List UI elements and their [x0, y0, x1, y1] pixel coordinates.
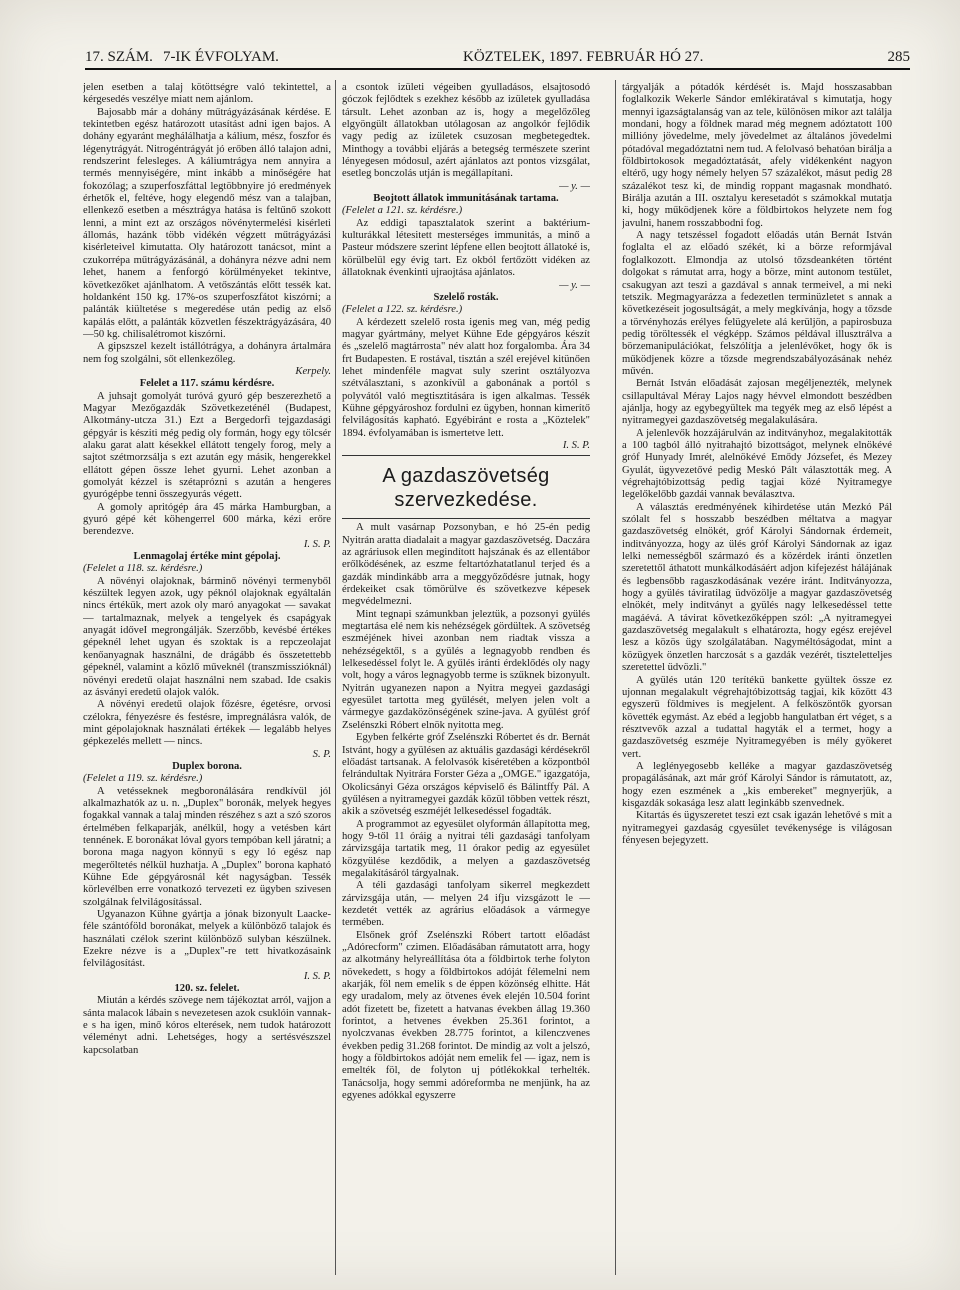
paragraph: A nagy tetszéssel fogadott előadás után Bernát István foglalta el az előadó székét, ki a börze reformjával foglalkozott. Elmondja az utolsó tőzsdeankéten történt dolgokat s rámutat arra, hogy a börze, mint autonom testület, csakugyan azt teszi a gazdával s annak termeivel, a mi neki tetszik. Megmagyarázza a fedezetlen terminüzletet s annak a következéseit jogosultságát, a mely megkívánja, hogy a tőzsde a törvényhozás erélyes felügyelete alá kerüljön, a papirosbuza pedig töröltessék el végképp. Számos példával illusztrálva a börzemanipulációkat, felszólítja a jelenlévőket, hogy ők is működjenek közre a tőzsde megrendszabályozásának nehéz művén.: [622, 230, 892, 377]
paragraph: Bernát István előadását zajosan megéljenezték, melynek csillapultával Méray Lajos nagy hévvel elmondott beszédben ajánlja, hogy az egybegyültek ma tegyék meg az első lépést a nyitramegyei gazdaszövetség megalakulására.: [622, 378, 892, 427]
signature: S. P.: [312, 748, 331, 760]
paragraph: Ugyanazon Kühne gyártja a jónak bizonyult Laacke-féle szántóföld boronákat, melyek a különböző talajok és használati czélok szerint különböző sulyban készülnek. Ezekre nézve is a „Duplex"-re tett hivatkozásaink felvilágosítást.: [83, 909, 331, 970]
answer-heading: Beojtott állatok immunitásának tartama.: [373, 193, 559, 205]
paragraph: A mult vasárnap Pozsonyban, e hó 25-én pedig Nyitrán aratta diadalait a magyar gazdaszövetség. Daczára az agráriusok ellen megindított hajszának és az ellentábor erőlködésének, az eszme feltartózhatatlanul terjed és a gazdák mindinkább arra a meggyőződésre jutnak, hogy érdekeiket csak tömörülve és szövetkezve képesek megvédelmezni.: [342, 522, 590, 608]
signature: — y. —: [559, 180, 590, 192]
paragraph: Bajosabb már a dohány műtrágyázásának kérdése. E tekintetben egész határozott utasítást adni igen bajos. A dohány egyaránt meghálálhatja a kálium, mész, foszfor és légenytrágyát. Nitrogéntrágyát jó erőben álló talajon adni, rendszerint felesleges. A káliumtrágya nem annyira a termés mennyiségére, mint inkább a minőségére hat fokozólag; a szuperfoszfáttal legtöbbnyire jó eredmények érhetők el, feltéve, hogy elegendő mész van a talajban, ellenkező esetben a mésztrágya hatása is feltűnő szokott lenni, a mint ezt az országos növénytermelési kisérleti állomás, hazánk több vidékén végzett műtrágyázási kisérleteivel kimutatta. Oly határozott tanácsot, mint a czukorrépa műtrágyázásánál, a dohányra nézve adni nem lehet, hanem a fenforgó körülményeket tekintve, következőket ajánlhatom. A vetőszántás előtt tessék kat. holdanként 150 kg. 17%-os szuperfoszfátot kiszórni; a palánták kiültetése s megeredése után pedig az első kapálás előtt, a palánták közvetlen fészektrágyázására, 40—50 kg. chilisalétromot kiszórni.: [83, 106, 331, 340]
page-number: 285: [887, 49, 910, 65]
signature: I. S. P.: [303, 538, 331, 550]
paragraph: A gipszszel kezelt istállótrágya, a dohányra ártalmára nem fog szolgálni, sőt ellenkezőleg.: [83, 341, 331, 365]
answer-heading: Duplex borona.: [172, 760, 242, 772]
paragraph: A vetésseknek megboronálására rendkívül jól alkalmazhatók az u. n. „Duplex" boronák, melyek hegyes fogakkal vannak a talaj minden részéhez s azt a szó szoros értelmében felkaparják, anélkül, hogy a vetésben kárt tennének. E boronákat lóval gyors tempóban kell járatni; a borona maga nagyon könnyű s egy ló egész nap megerőltetés nélkül huzhatja. A „Duplex" borona kapható Kühne Ede gépgyárosnál két nagyságban. Tessék körlevélben erre vonatkozó tervezeti ez ügyben szivesen szolgálnak felvilágosítással.: [83, 785, 331, 908]
paragraph: A növényi olajoknak, bárminő növényi termenyből készültek legyen azok, ugy péknól olajoknak egyáltalán nincs értékük, mert azok oly maró anyagokat — savakat — tartalmaznak, melyek a tengelyek és csapágyak anyagát időveI megrongálják. Szerzőbb, kevésbé értékes gépeknél lehet ugyan és szoktak is a repczeolajat kenőanyagnak használni, de drágább és összetettebb gépeknél, valamint a közlő műveknél (transzmisszióknál) növényi eredetű olajat használni nem szabad. Ide csakis az ásványi eredetű olajok valók.: [83, 575, 331, 698]
paragraph: Az eddigi tapasztalatok szerint a baktérium-kulturákkal létesitett mesterséges immunitás, a minő a Pasteur módszere szerint lépfene ellen beojtott állatoké is, körülbelül egy évig tart. Ez okból fertőzött vidéken az állatoknak évenkinti ujraojtása ajánlatos.: [342, 217, 590, 279]
paragraph: Kitartás és ügyszeretet teszi ezt csak igazán lehetővé s mit a nyitramegyei gazdaság cgyesület tevékenysége is világosan fényesen bejegyzett.: [622, 810, 892, 846]
column-divider-1: [335, 80, 336, 1275]
signature: — y. —: [559, 279, 590, 291]
signature: I. S. P.: [303, 970, 331, 982]
answer-reference: (Felelet a 118. sz. kérdésre.): [83, 563, 203, 575]
volume: 7-IK ÉVFOLYAM.: [162, 49, 279, 65]
paragraph: A jelenlevők hozzájárulván az inditványhoz, megalakitották a 100 tagból álló nyitrahajtó bizottságot, melynek elnökévé gróf Hunyady Imrét, alelnökévé Emődy Józsefet, és Mezey Gyulát, ügyvezetővé pedig Meskó Pált választották meg. A végrehajtóbizottság pedig tagjai közé Nyitramegye legelőkelőbb gazdái vannak beválasztva.: [622, 427, 892, 501]
signature: I. S. P.: [562, 439, 590, 451]
answer-reference: (Felelet a 119. sz. kérdésre.): [83, 773, 203, 785]
paragraph: a csontok izületi végeiben gyulladásos, elsajtosodó góczok fejlődtek s ezekhez később az izületek gyulladása társult. Lehet azonban az is, hogy a megelőzőleg elgyöngült állatokban utólagosan az angolkór fejlődik vagy pedig az izületek csuzosan megbetegedtek. Minthogy a további eljárás a betegség természete szerint lényegesen módosul, azért ajánlatos azt pontos vizsgálat, esetleg bonczolás utján is megállapítani.: [342, 82, 590, 180]
paragraph: A programmot az egyesület olyformán állapította meg, hogy 9-től 11 óráig a nyitrai téli gazdasági tanfolyam zárvizsgája tartatik meg, 11 órakor pedig az egyesület közgyülése kezdődik, a melyen a gazdaszövetség megalakításáról tárgyalnak.: [342, 818, 590, 879]
header-rule: [85, 68, 910, 70]
paragraph: A gomoly apritógép ára 45 márka Hamburgban, a gyuró gépé két köhengerrel 600 márka, kézi erőre berendezve.: [83, 501, 331, 538]
section-rule: [342, 518, 590, 519]
column-2: [342, 82, 590, 1272]
paragraph: A választás eredményének kihirdetése után Mezkó Pál szólalt fel s hosszabb beszédben méltatva a magyar gazdaszövetség elnökét, gróf Károlyi Sándornak érdemeit, inditványozza, hogy az ülés gróf Károlyi Sándornak az igaz lelki nemességből származó és a közérdek iránti önzetlen szeretettől áthatott munkálkodásáért adjon kifejezést hálájának és legbensőbb ragaszkodásának vezére iránt. Inditványozza, hogy a gyülés táviratilag üdvözölje a magyar gazdaszövetség elnökét, mely inditványt a gyülés nagy lelkesedéssel tette magáévá. A távirat következőképpen szól: „A nyitramegyei gazdaszövetség megalakult s elhatározta, hogy egész erejével lesz a közös ügy szolgálatában. Nagyméltóságodat, mint a közügyek önzetlen harczosát s a gazdák vezérét, tiszteletteljes szeretettel üdvözli.": [622, 501, 892, 674]
paragraph: A leglényegosebb kelléke a magyar gazdaszövetség propagálásának, azt már gróf Károlyi Sándor is rámutatott, az, hogy ezen eszmének a „kis embereket" megnyerjük, a kisgazdák sokasága lesz alatt leginkább szenvednek.: [622, 760, 892, 809]
answer-heading: Szelelő rosták.: [433, 291, 499, 303]
page-header: [85, 42, 910, 66]
paragraph: A növényi eredetű olajok főzésre, égetésre, orvosi czélokra, fényezésre és festésre, impregnálásra valók, de mint gépolajoknak használati értékek — legalább helyes gépkezelés mellett — nincs.: [83, 699, 331, 748]
answer-reference: (Felelet a 122. sz. kérdésre.): [342, 304, 463, 316]
paragraph: Mint tegnapi számunkban jeleztük, a pozsonyi gyülés megtartása elé nem kis nehézségek gördültek. A szövetség eszméjének hivei azonban nem riadtak vissza a nehézségektől, s a gyülés a legnagyobb rendben és lelkesedéssel folyt le. A gyűlés iránti érdeklődés oly nagy volt, hogy a város legnagyobb terme is szűknek bizonyult. Nyitrán ugyanezen napon a Nyitra megyei gazdasági egyesület tartotta meg gyűlését, melyen jelen volt a vármegye gazdaközönségének szine-java. A gyűlést gróf Zselénszki Róbert elnök nyitotta meg.: [342, 608, 590, 731]
paragraph: Miután a kérdés szövege nem tájékoztat arról, vajjon a sánta malacok lábain s nevezetesen azok csuklóin vannak-e s ha igen, minő kóros elterések, nem tudok határozott véleményt adni. Lehetséges, hogy a sertésvészszel kapcsolatban: [83, 995, 331, 1056]
answer-heading: Felelet a 117. számu kérdésre.: [139, 378, 275, 390]
paragraph: A juhsajt gomolyát turóvá gyuró gép beszerezhető a Magyar Mezőgazdák Szövetkezeténél (Budapest, Alkotmány-utcza 31.) Ezt a Bergedorfi tejgazdasági gépgyár is késziti még pedig oly formán, hogy egy tölcsér alaku garat alatt késekkel ellátott tengely forog, mely a sajtot szétmorzsálja s ezt azután egy másik, hengerekkel ellátott gépen össze lehet gyurni. Lehet azonban a gomolyát kézzel is szétaprózni s azután a hengeres gyurógépbe tenni összegyurás végett.: [83, 390, 331, 501]
column-divider-2: [615, 80, 616, 1275]
answer-heading: 120. sz. felelet.: [174, 983, 240, 995]
answer-reference: (Felelet a 121. sz. kérdésre.): [342, 205, 463, 217]
section-rule: [342, 455, 590, 456]
paragraph: A téli gazdasági tanfolyam sikerrel megkezdett zárvizsgája után, — melyen 24 ifju vizsgázott le — kezdetét vették az agrárius előadások a vármegye termében.: [342, 880, 590, 929]
paragraph: tárgyalják a pótadók kérdését is. Majd hosszasabban foglalkozik Wekerle Sándor emlékiratával s kimutatja, hogy mennyi igazságtalanság van az tele, különösen mikor azt találja mondani, hogy a földnek marad még megnem adóztatott 100 millióny jövedelme, mely jövedelmet az általános jövedelmi pótadóval megadóztatni nem tud. A felolvasó behatóan birálja a földbirtokosok megadóztatását, afely vidékenként nagyon eltérő, ugy hogy némely helyen 57 százalékot, másut pedig 28 százalékot tesz ki, de mindig roppant magasnak mondható. Birálja azután a III. osztalyu keresetadót s számokkal mutatja ki, hogy működjenek köre a földbirtokos helyzete nem fog javulni, hanem rosszabbodni fog.: [622, 82, 892, 229]
paragraph: Egyben felkérte gróf Zselénszki Róbertet és dr. Bernát Istvánt, hogy a gyülésen az aktuális gazdasági kérdésekről előadást tartsanak. A felolvasók kiséretében a központból felrándultak Nyitrára Forster Géza a „OMGE." igazgatója, Okolicsányi Géza országos képviselő és Bálintffy Pál. A gyűlésen a nyitramegyei gazdák közül többen vettek részt, akik a szövetség eszméjét lelkesedéssel fogadták.: [342, 732, 590, 818]
issue-number: 17. SZÁM.: [85, 49, 153, 65]
paragraph: A kérdezett szelelő rosta igenis meg van, még pedig magyar gyártmány, melyet Kühne Ede gépgyáros készít és „szelelő magtárrosta" név alatt hoz forgalomba. Ára 34 frt Budapesten. E rostával, tisztán a szél erejével kitünően lehet mindenféle magvat suly szerint osztályozva szétválasztani, s azonkívül a gabonának a portól s polyvától való megtisztitására is igen alkalmas. Tessék Kühne gépgyároshoz fordulni ez ügyben, honnan kimerítő felvilágosítás kapható. Egyébiránt e rosta a „Köztelek" 1894. évfolyamában is ismertetve lett.: [342, 316, 590, 439]
section-title: A gazdaszövetség szervezkedése.: [382, 465, 550, 512]
publication-date: KÖZTELEK, 1897. FEBRUÁR HÓ 27.: [463, 49, 704, 65]
column-1: [83, 82, 331, 1272]
paragraph: A gyülés után 120 terítékü bankette gyültek össze ez ujonnan megalakult végrehajtóbizottság tagjai, kik között 43 egyszerü földmives is megjelent. A felköszöntők gyorsan követték egymást. Az ebéd a legjobb hangulatban ért véget, s a résztvevők azzal a tudattal hagyták el a termet, hogy a gazdaszövetség eszméje Nyitramegyében is mély gyökeret vert.: [622, 674, 892, 760]
answer-heading: Lenmagolaj értéke mint gépolaj.: [133, 551, 281, 563]
paragraph: Elsőnek gróf Zselénszki Róbert tartott előadást „Adórecform" czimen. Előadásában rámutatott arra, hogy az alkotmány helyreállítása óta a földbirtok terhe folyton növekedett, s hogy a földbirtokos adóját félemelni nem akarják, föl nem emelik s de éppen közönség elhitte. Hát egy uradalom, mely az ötvenes évek elején 10.504 forint adót fizetett be, fizetett a hatvanas években állag 19.360 forintot, a hetvenes években 25.361 forintot, a nyolczvanas években 28.775 forintot, a kilenczvenes években pedig 31.268 forintot. De mindig az volt a jelszó, hogy a földbirtokos adóját nem emelik fel — igaz, nem is emelték föl, de folyton uj pótlékokkal terhelték. Tanácsolja, hogy semmi adóreformba ne menjünk, ha az egyenes adókkal egyszerre: [342, 929, 590, 1102]
signature: Kerpely.: [295, 365, 331, 377]
column-3: [622, 82, 892, 1272]
paragraph: jelen esetben a talaj kötöttségre való tekintettel, a kérgesedés veszélye miatt nem ajánlom.: [83, 82, 331, 106]
header-left: [85, 49, 279, 66]
